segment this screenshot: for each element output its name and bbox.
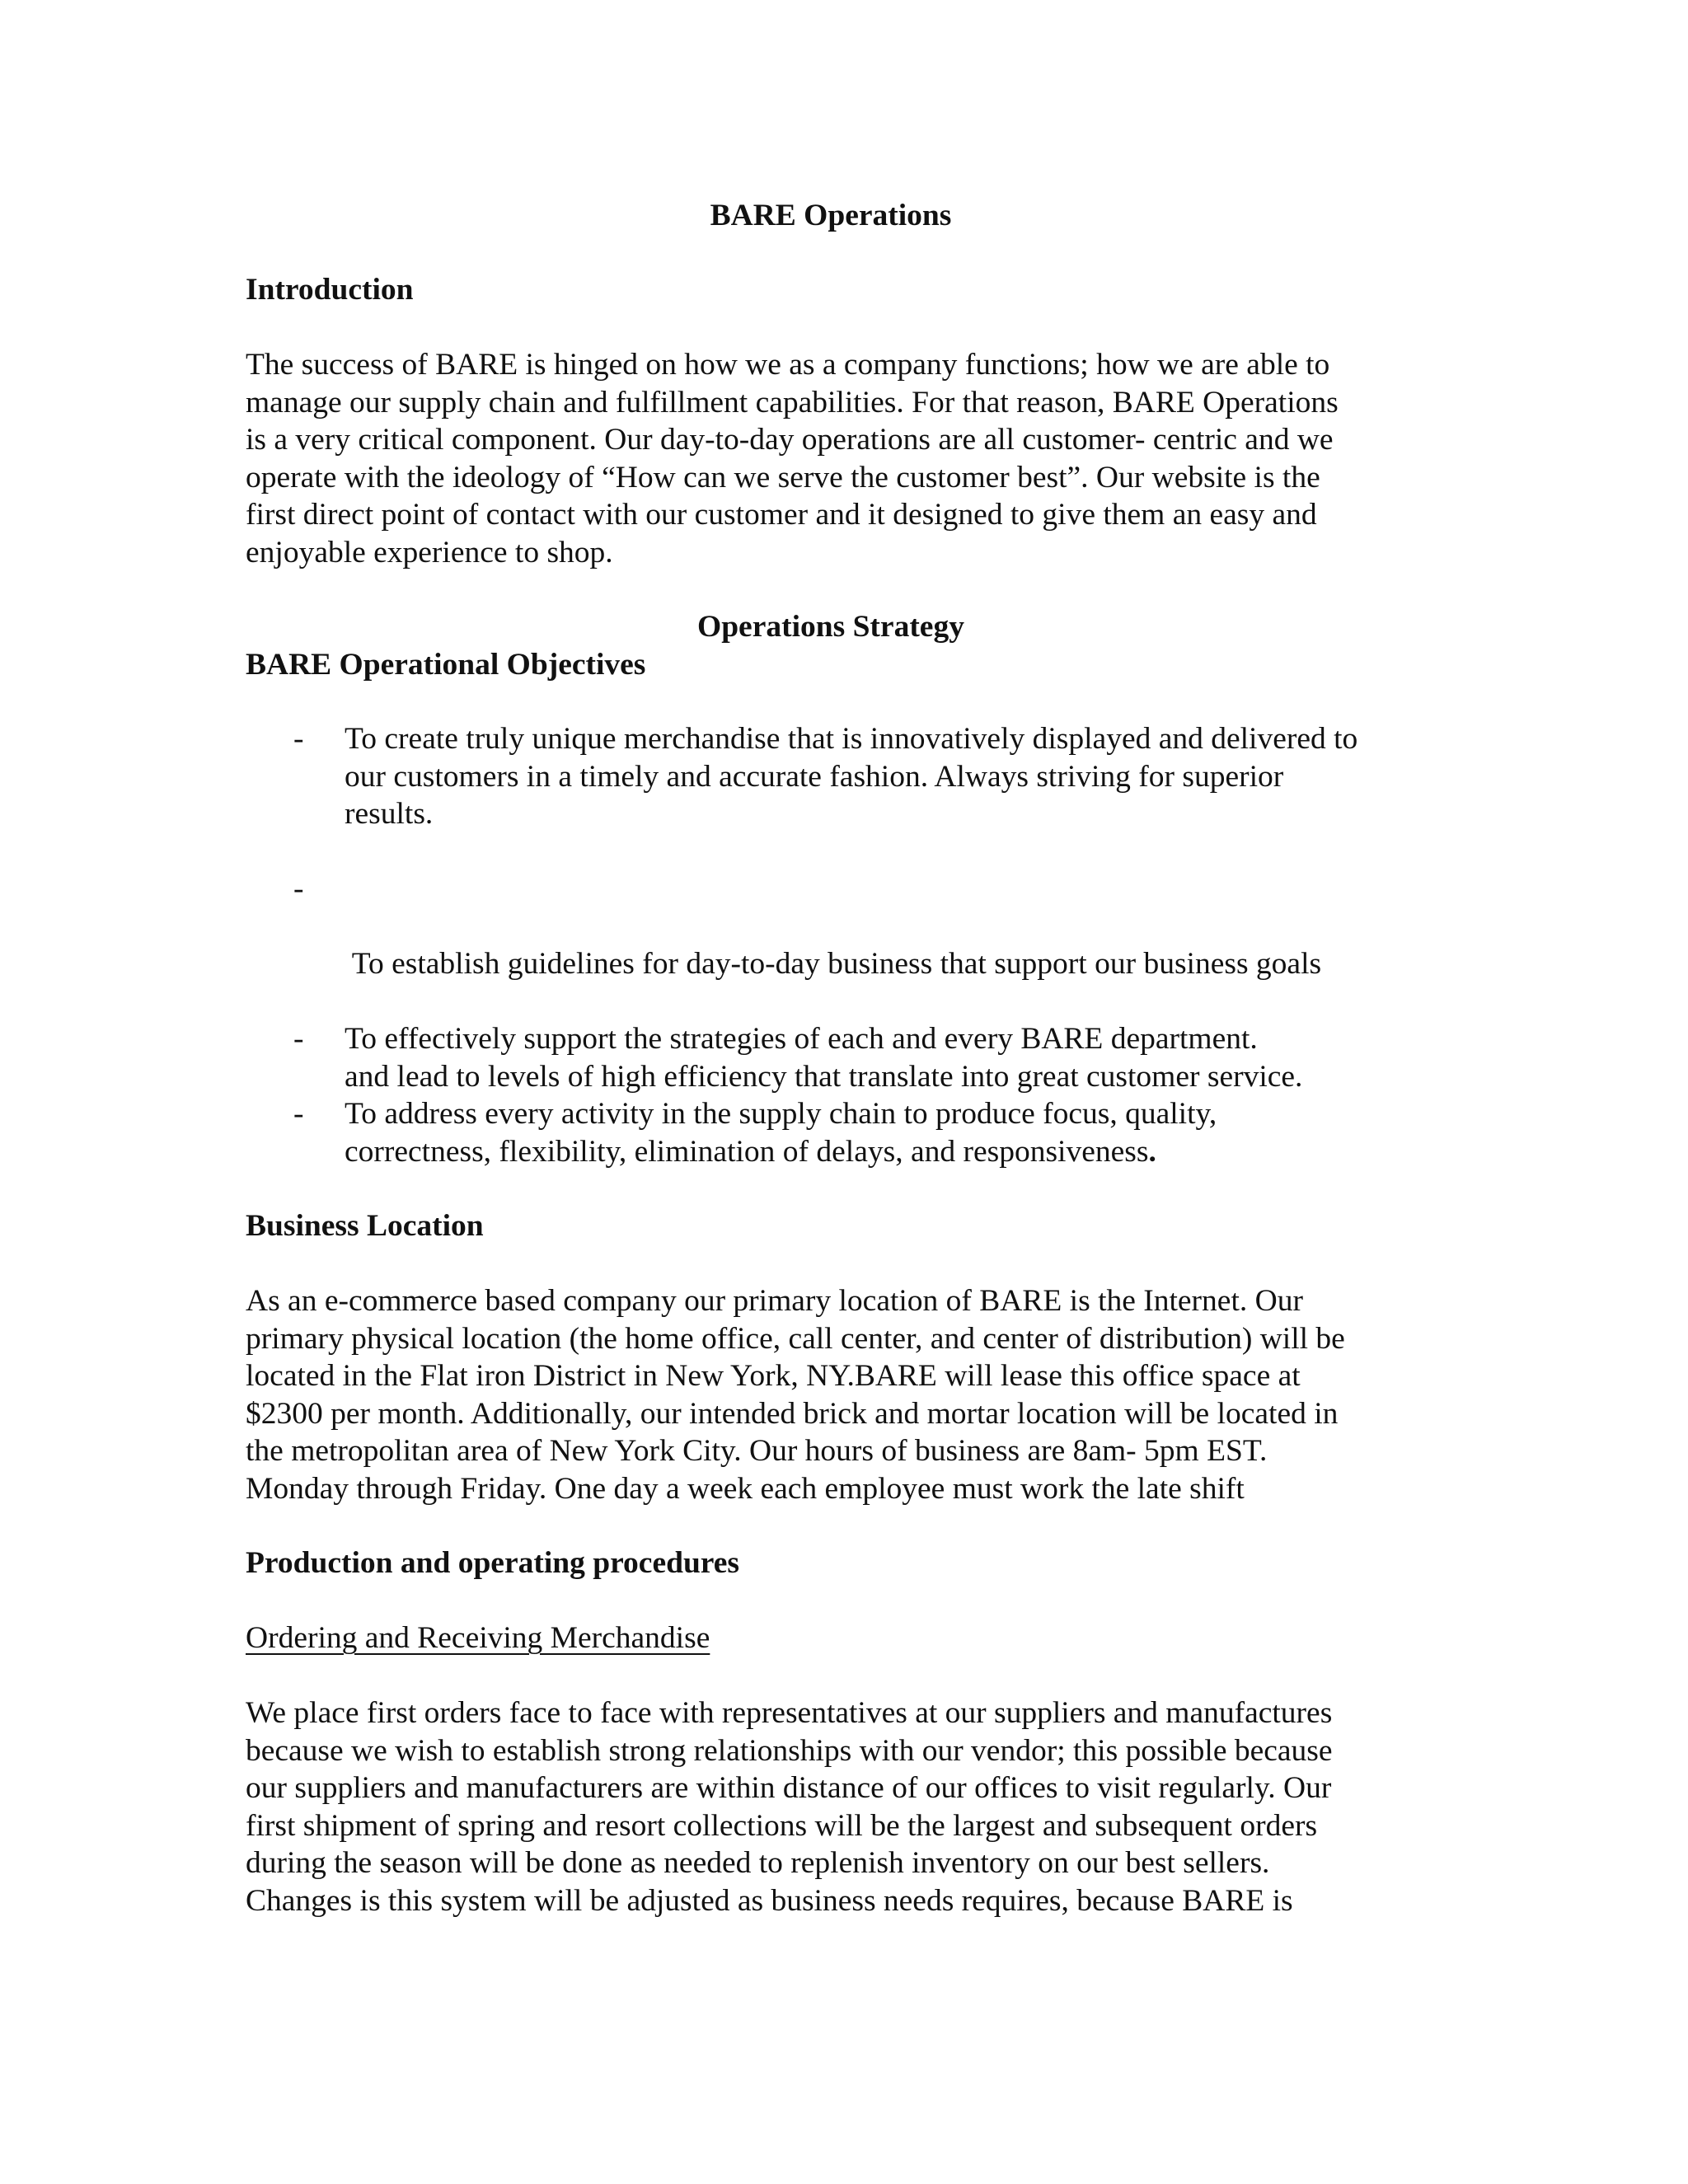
- bullet-dash: -: [293, 1022, 304, 1056]
- objective-line: [345, 1133, 1217, 1171]
- bullet-dash: -: [293, 1097, 304, 1131]
- business-location-heading: Business Location: [246, 1209, 484, 1243]
- paragraph-line: $2300 per month. Additionally, our intended brick and mortar location will be located in: [246, 1396, 1339, 1431]
- objective-text: [345, 1095, 1217, 1170]
- objective-line-text: correctness, flexibility, elimination of delays, and responsiveness: [345, 1134, 1149, 1169]
- objective-text: [345, 720, 1357, 833]
- paragraph-line: Monday through Friday. One day a week each employee must work the late shift: [246, 1471, 1245, 1506]
- paragraph-line: primary physical location (the home office, call center, and center of distribution) will be: [246, 1321, 1345, 1356]
- objective-line: To effectively support the strategies of each and every BARE department.: [345, 1022, 1258, 1056]
- operations-strategy-heading: Operations Strategy: [697, 610, 964, 644]
- objective-line-period: .: [1148, 1134, 1156, 1169]
- document-title: BARE Operations: [710, 199, 952, 232]
- business-location-paragraph: [246, 1282, 1345, 1507]
- paragraph-line: enjoyable experience to shop.: [246, 535, 613, 569]
- paragraph-line: As an e-commerce based company our primary location of BARE is the Internet. Our: [246, 1284, 1303, 1318]
- ordering-subheading: Ordering and Receiving Merchandise: [246, 1621, 710, 1655]
- ordering-paragraph: [246, 1694, 1333, 1919]
- bullet-dash: -: [293, 872, 304, 906]
- objective-text: [345, 1020, 1258, 1058]
- objective-line: results.: [345, 797, 434, 831]
- introduction-heading: Introduction: [246, 273, 414, 307]
- paragraph-line: located in the Flat iron District in New York, NY.BARE will lease this office space at: [246, 1359, 1301, 1393]
- paragraph-line: first direct point of contact with our customer and it designed to give them an easy and: [246, 498, 1317, 532]
- bullet-dash: -: [293, 722, 304, 756]
- operational-objectives-heading: BARE Operational Objectives: [246, 648, 646, 682]
- paragraph-line: our suppliers and manufacturers are within distance of our offices to visit regularly. Our: [246, 1771, 1332, 1805]
- introduction-paragraph: [246, 346, 1339, 571]
- paragraph-line: the metropolitan area of New York City. Our hours of business are 8am- 5pm EST.: [246, 1434, 1268, 1468]
- objective-line: and lead to levels of high efficiency that translate into great customer service.: [345, 1059, 1303, 1094]
- objective-line: our customers in a timely and accurate fashion. Always striving for superior: [345, 759, 1284, 794]
- paragraph-line: is a very critical component. Our day-to-day operations are all customer- centric and we: [246, 423, 1334, 457]
- objective-line: To address every activity in the supply chain to produce focus, quality,: [345, 1097, 1217, 1131]
- production-heading: Production and operating procedures: [246, 1546, 740, 1580]
- objective-line: To create truly unique merchandise that is innovatively displayed and delivered to: [345, 722, 1358, 756]
- paragraph-line: manage our supply chain and fulfillment capabilities. For that reason, BARE Operations: [246, 385, 1339, 419]
- paragraph-line: operate with the ideology of “How can we serve the customer best”. Our website is the: [246, 460, 1320, 494]
- paragraph-line: Changes is this system will be adjusted as business needs requires, because BARE is: [246, 1883, 1293, 1918]
- paragraph-line: first shipment of spring and resort collections will be the largest and subsequent orders: [246, 1808, 1318, 1843]
- paragraph-line: during the season will be done as needed to replenish inventory on our best sellers.: [246, 1846, 1270, 1880]
- paragraph-line: because we wish to establish strong relationships with our vendor; this possible because: [246, 1733, 1333, 1768]
- paragraph-line: The success of BARE is hinged on how we as a company functions; how we are able to: [246, 348, 1330, 382]
- paragraph-line: We place first orders face to face with representatives at our suppliers and manufactures: [246, 1696, 1333, 1730]
- objective-line: To establish guidelines for day-to-day business that support our business goals: [345, 947, 1322, 981]
